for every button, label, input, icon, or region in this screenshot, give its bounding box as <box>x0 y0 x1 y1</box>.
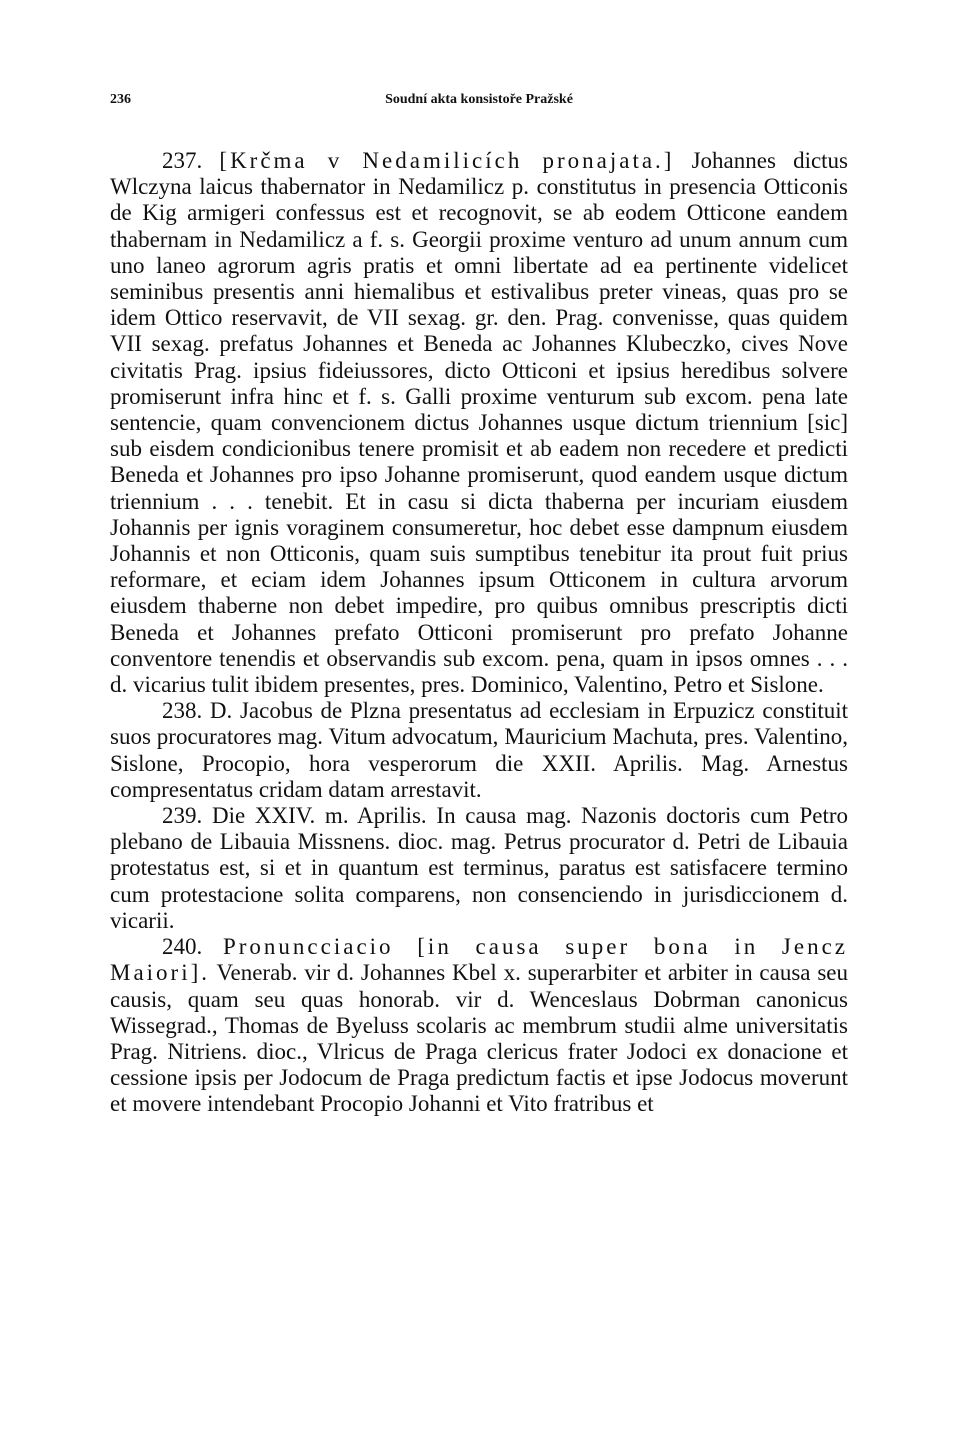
entry-237 <box>110 148 848 698</box>
document-body <box>110 148 848 1118</box>
entry-text: Johannes dictus Wlczyna laicus thabernator in Nedamilicz p. constitutus in presencia Otticonis de Kig armigeri confessus est et recognovit, se ab eodem Otticone eandem thabernam in Nedamilicz a f. s. Georgii proxime venturo ad unum annum cum uno laneo agrorum agris pratis et omni libertate ad ea pertinente videlicet seminibus presentis anni hiemalibus et estivalibus preter vineas, quas pro se idem Ottico reservavit, de VII sexag. gr. den. Prag. convenisse, quas quidem VII sexag. prefatus Johannes et Beneda ac Johannes Klubeczko, cives Nove civitatis Prag. ipsius fideiussores, dicto Otticoni et ipsius heredibus solvere promiserunt infra hinc et f. s. Galli proxime venturum sub excom. pena late sentencie, quam convencionem dictus Johannes usque dictum triennium [sic] sub eisdem condicionibus tenere promisit et ab eadem non recedere et predicti Beneda et Johannes pro ipso Johanne promiserunt, quod eandem usque dictum triennium . . . tenebit. Et in casu si dicta thaberna per incuriam eiusdem Johannis per ignis voraginem consumeretur, hoc debet esse dampnum eiusdem Johannis et non Otticonis, quam suis sumptibus tenebitur ita prout fuit prius reformare, et eciam idem Johannes ipsum Otticonem in cultura arvorum eiusdem thaberne non debet impedire, pro quibus omnibus prescriptis dicti Beneda et Johannes prefato Otticoni promiserunt pro prefato Johanne conventore tenendis et observandis sub excom. pena, quam in ipsos omnes . . . d. vicarius tulit ibidem presentes, pres. Dominico, Valentino, Petro et Sislone. <box>110 148 849 698</box>
entry-239 <box>110 803 848 934</box>
page-number: 236 <box>110 92 131 107</box>
entry-number: 240. <box>162 934 203 960</box>
entry-text: Venerab. vir d. Johannes Kbel x. superarbiter et arbiter in causa seu causis, quam seu quas honorab. vir d. Wenceslaus Dobrman canonicus Wissegrad., Thomas de Byeluss scolaris ac membrum studii alme universitatis Prag. Nitriens. dioc., Vlricus de Praga clericus frater Jodoci ex donacione et cessione ipsis per Jodocum de Praga predictum factis et ipse Jodocus moverunt et movere intendebant Procopio Johanni et Vito fratribus et <box>110 960 848 1117</box>
entry-240 <box>110 934 848 1117</box>
entry-number: 239. <box>162 803 203 829</box>
running-title: Soudní akta konsistoře Pražské <box>385 92 573 107</box>
entry-text: D. Jacobus de Plzna presentatus ad ecclesiam in Erpuzicz constituit suos procuratores mag. Vitum advocatum, Mauricium Machuta, pres. Valentino, Sislone, Procopio, hora vesperorum die XXII. Aprilis. Mag. Arnestus compresentatus cridam datam arrestavit. <box>110 698 848 802</box>
entry-number: 238. <box>162 698 203 724</box>
entry-heading: [Krčma v Nedamilicích pronajata.] <box>219 148 675 173</box>
entry-number: 237. <box>162 148 203 173</box>
entry-heading: Pronuncciacio [in causa super bona in Jencz Maiori]. <box>110 934 849 986</box>
page-header <box>110 92 848 114</box>
entry-text: Die XXIV. m. Aprilis. In causa mag. Nazonis doctoris cum Petro plebano de Libauia Missnens. dioc. mag. Petrus procurator d. Petri de Libauia protestatus est, si et in quantum est terminus, paratus est satisfacere termino cum protestacione solita comparens, non consenciendo in jurisdiccionem d. vicarii. <box>110 803 848 933</box>
entry-238 <box>110 698 848 803</box>
